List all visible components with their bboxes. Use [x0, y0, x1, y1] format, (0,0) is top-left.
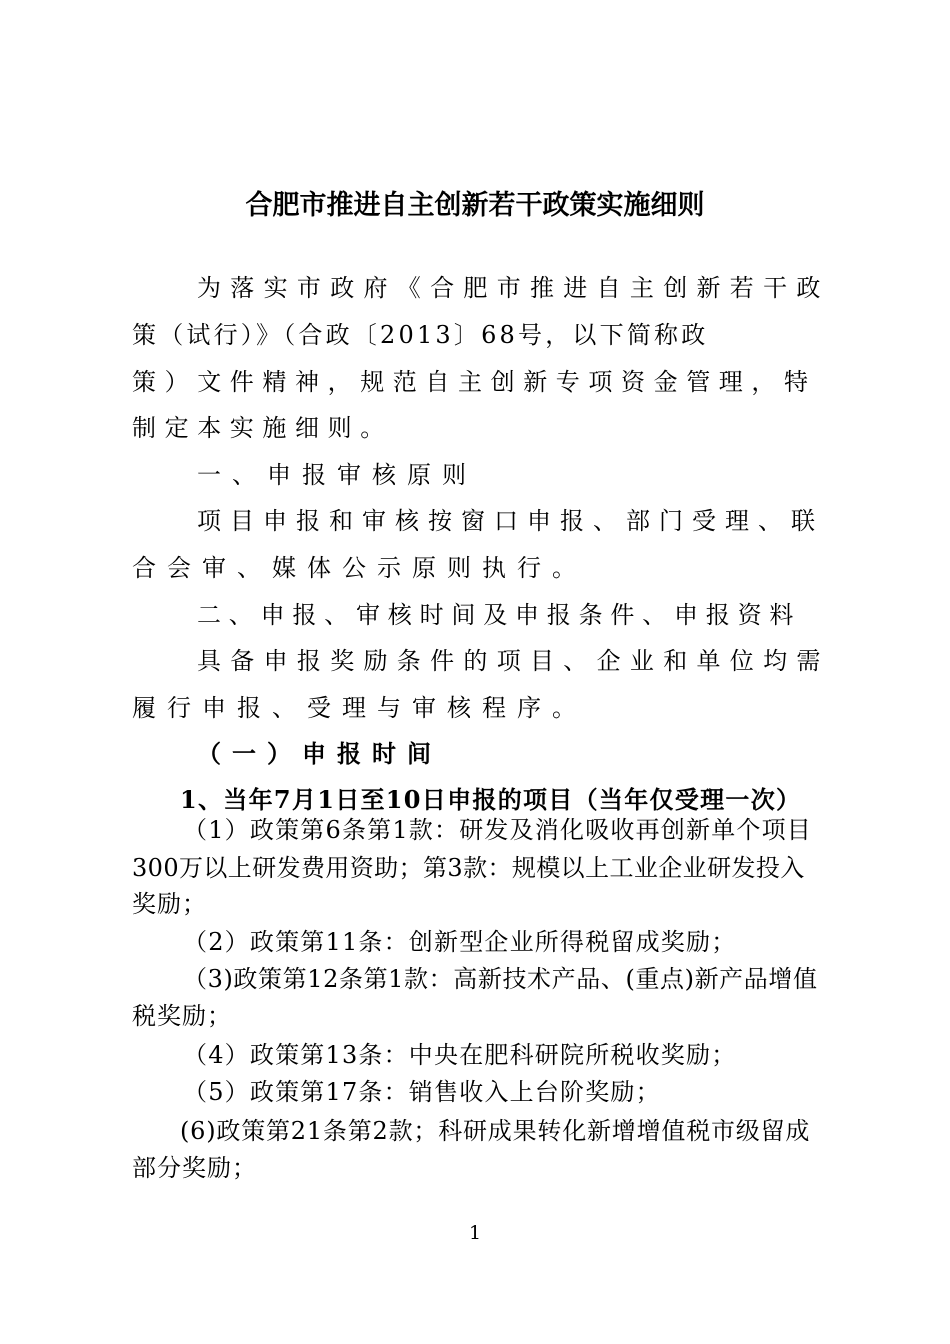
item-1-para-1-line-1: （1）政策第6条第1款：研发及消化吸收再创新单个项目 [183, 816, 813, 844]
intro-line-3: 策）文件精神，规范自主创新专项资金管理，特 [132, 368, 817, 396]
subsection-1-heading: （一）申报时间 [197, 740, 442, 768]
section-2-line-2: 履行申报、受理与审核程序。 [132, 694, 587, 722]
item-1-para-3-line-2: 税奖励； [132, 1002, 232, 1030]
section-1-line-2: 合会审、媒体公示原则执行。 [132, 554, 587, 582]
item-1-para-3-line-1: （3)政策第12条第1款：高新技术产品、(重点)新产品增值 [183, 965, 818, 993]
intro-line-4: 制定本实施细则。 [132, 414, 393, 442]
item-1-para-5-line-1: （5）政策第17条：销售收入上台阶奖励； [183, 1078, 661, 1106]
item-1-heading: 1、当年7月1日至10日申报的项目（当年仅受理一次） [180, 785, 802, 814]
item-1-para-1-line-2: 300万以上研发费用资助；第3款：规模以上工业企业研发投入 [132, 854, 805, 882]
section-2-line-1: 具备申报奖励条件的项目、企业和单位均需 [197, 647, 830, 675]
document-title: 合肥市推进自主创新若干政策实施细则 [245, 190, 705, 221]
section-2-heading: 二、申报、审核时间及申报条件、申报资料 [197, 601, 802, 629]
item-1-para-6-line-1: (6)政策第21条第2款；科研成果转化新增增值税市级留成 [180, 1117, 811, 1145]
section-1-heading: 一、申报审核原则 [197, 461, 477, 489]
section-1-line-1: 项目申报和审核按窗口申报、部门受理、联 [197, 507, 824, 535]
page-number: 1 [468, 1222, 482, 1244]
intro-line-2: 策（试行）》（合政〔2013〕68号，以下简称政 [132, 321, 709, 349]
item-1-para-1-line-3: 奖励； [132, 890, 207, 918]
item-1-para-6-line-2: 部分奖励； [132, 1154, 257, 1182]
item-1-para-2-line-1: （2）政策第11条：创新型企业所得税留成奖励； [183, 928, 737, 956]
intro-line-1: 为落实市政府《合肥市推进自主创新若干政 [197, 274, 830, 302]
item-1-para-4-line-1: （4）政策第13条：中央在肥科研院所税收奖励； [183, 1041, 737, 1069]
